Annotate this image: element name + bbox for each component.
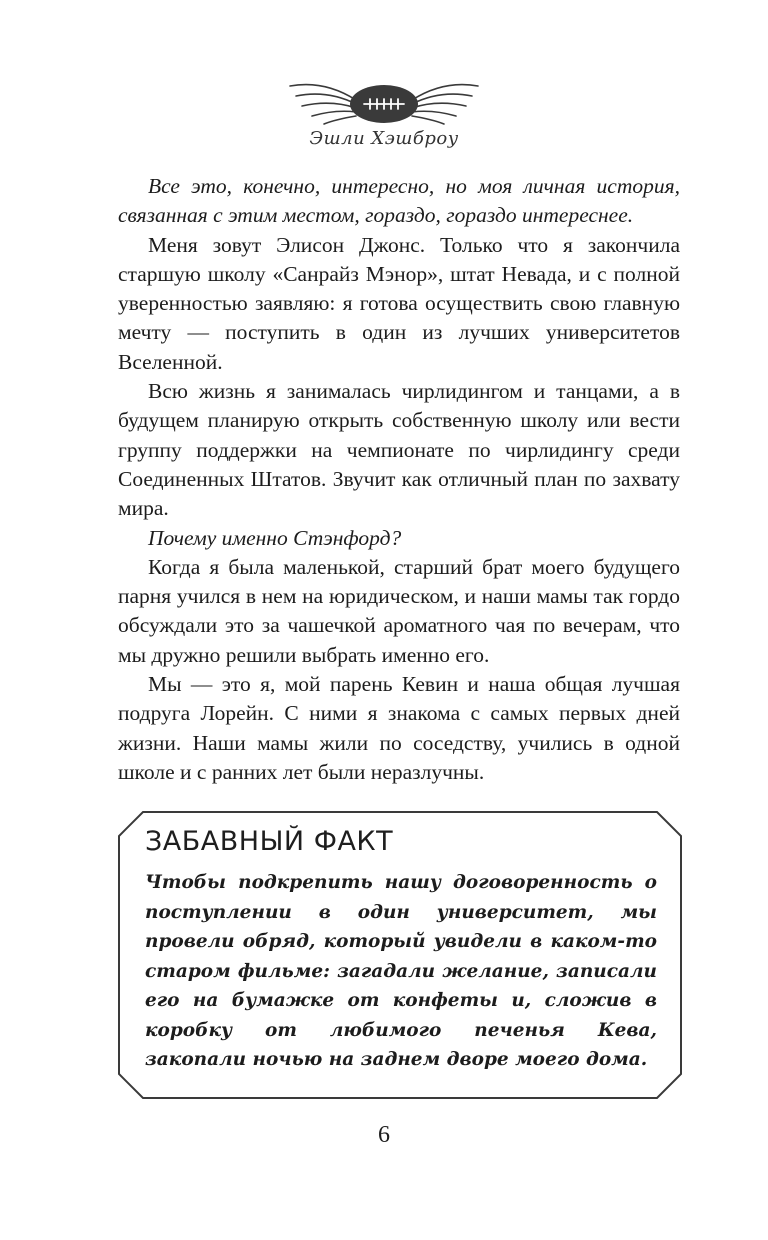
paragraph: Все это, конечно, интересно, но моя личная история, связанная с этим местом, гораздо, гораздо интереснее. (118, 174, 680, 228)
fun-fact-box (117, 810, 683, 1100)
main-text (118, 172, 680, 787)
paragraph: Почему именно Стэнфорд? (148, 525, 402, 550)
running-header-author: Эшли Хэшброу (309, 128, 459, 149)
paragraph: Мы — это я, мой парень Кевин и наша общая лучшая подруга Лорейн. С ними я знакома с самых первых дней жизни. Наши мамы жили по соседству, учились в одной школе и с ранних лет были неразлучны. (118, 672, 680, 784)
paragraph: Всю жизнь я занималась чирлидингом и танцами, а в будущем планирую открыть собственную школу или вести группу поддержки на чемпионате по чирлидингу среди Соединенных Штатов. Звучит как отличный план по захвату мира. (118, 379, 680, 521)
paragraph: Когда я была маленькой, старший брат моего будущего парня учился в нем на юридическом, и наши мамы так гордо обсуждали это за чашечкой ароматного чая по вечерам, что мы дружно решили выбрать именно его. (118, 554, 680, 667)
fact-title: ЗАБАВНЫЙ ФАКТ (145, 826, 394, 857)
page-number: 6 (378, 1122, 390, 1148)
fact-text: Чтобы подкрепить нашу договоренность о поступлении в один университет, мы провели обряд, который увидели в каком-то старом фильме: загадали желание, записали его на бумажке от конфеты и, сложив в коробку от любимого печенья Кева, закопали ночью на заднем дворе моего дома. (145, 872, 657, 1070)
winged-football-icon (284, 72, 484, 130)
paragraph: Меня зовут Элисон Джонс. Только что я закончила старшую школу «Санрайз Мэнор», штат Невада, и с полной уверенностью заявляю: я готова осуществить свою главную мечту — поступить в один из лучших университетов Вселенной. (118, 232, 680, 374)
